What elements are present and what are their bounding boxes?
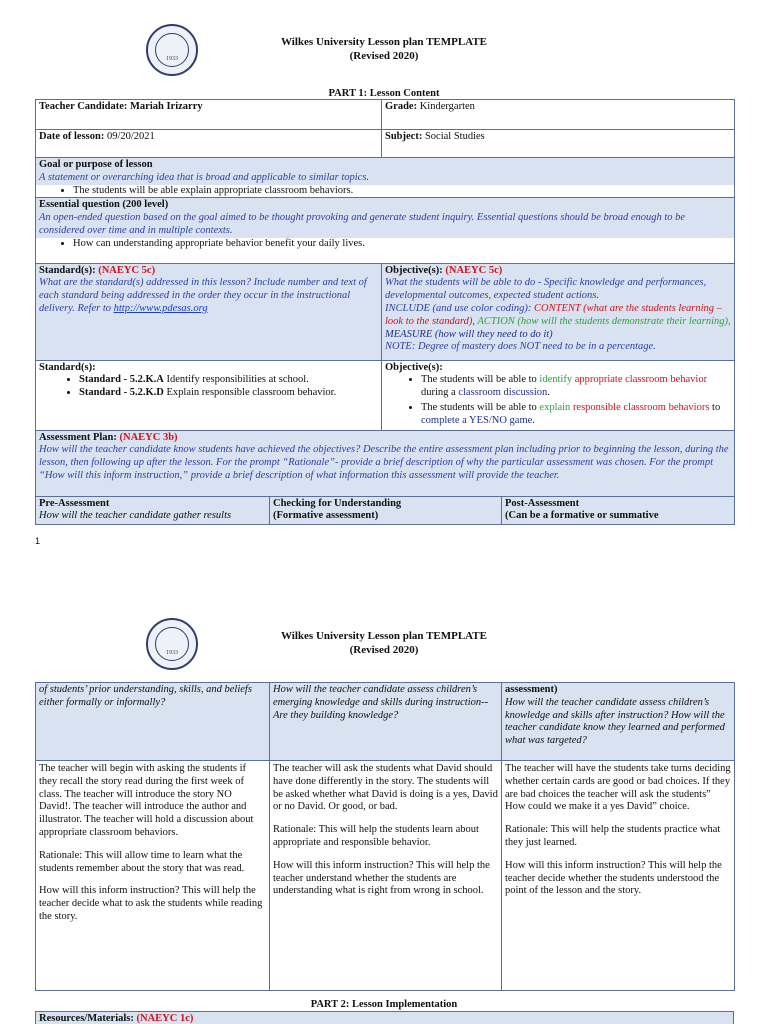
page-header [0,630,768,658]
objectives-prompt-heading: Objective(s): [385,264,443,276]
standards-prompt-heading: Standard(s): [39,264,96,276]
objectives-list [421,374,731,427]
objectives-prompt-line1: What the students will be able to do - Specific knowledge and performances, developmental outcomes, expected student actions. [385,277,707,302]
objectives-prompt-cell [382,263,735,360]
pre-assessment-prompt: of students’ prior understanding, skills, and beliefs either formally or informally? [36,683,270,761]
objectives-heading: Objective(s): [385,361,443,373]
pre-assessment-header: Pre-Assessment How will the teacher candidate gather results [36,496,270,525]
page-header [0,36,768,64]
checking-header: Checking for Understanding (Formative assessment) [270,496,502,525]
teacher-value: Mariah Irizarry [130,101,203,112]
part2-title: PART 2: Lesson Implementation [310,999,458,1010]
objective-item: • The students will be able to identify appropriate classroom behavior during a classroom discussion. [421,374,731,400]
date-value: 09/20/2021 [106,131,155,142]
post-assessment-prompt: assessment) How will the teacher candidate assess children’s knowledge and skills after instruction? How will the teacher candidate know they learned and performed what was targeted? [502,683,735,761]
post-assessment-content: The teacher will have the students take turns deciding whether certain cards are good or bad choices. If they are bad choices the teacher will ask the students” How could we make it a yes David” choice. Rationale: This will help the students practice what they just learned. How will this inform instruction? This will help the teacher decide whether the students understood the point of the lesson and the story. [502,761,735,991]
seal-year: 1933 [155,33,189,67]
subject-value: Social Studies [424,131,485,142]
objectives-prompt-tag: (NAEYC 5c) [445,264,503,276]
standards-heading: Standard(s): [39,361,96,373]
header-revised: (Revised 2020) [349,643,419,656]
pre-assessment-content: The teacher will begin with asking the students if they recall the story read during the first week of class. The teacher will introduce the story NO David!. The teacher will introduce the author and illustrator. The teacher will hold a discussion about appropriate classroom behaviors. Rationale: This will allow time to learn what the students remember about the story that was read. How will this inform instruction? This will help the teacher decide what to ask the students while reading the story. [36,761,270,991]
header-title: Wilkes University Lesson plan TEMPLATE [281,630,487,642]
teacher-label: Teacher Candidate: [39,101,128,112]
essential-bullet: • How can understanding appropriate behavior benefit your daily lives. [73,238,734,251]
page-number: 1 [35,536,41,546]
goal-list [36,185,734,198]
objectives-measure: MEASURE (how will they need to do it) [385,328,553,340]
resources-tag: (NAEYC 1c) [136,1013,194,1024]
checking-prompt: How will the teacher candidate assess children’s emerging knowledge and skills during instruction-- Are they building knowledge? [270,683,502,761]
date-cell [36,130,382,158]
objectives-content: CONTENT (what are the students learning – look to the standard), [385,302,722,327]
standard-item: • Standard - 5.2.K.D Explain responsible classroom behavior. [79,387,378,400]
standards-cell [36,360,382,430]
subject-cell [382,130,735,158]
essential-list [36,238,734,263]
goal-heading: Goal or purpose of lesson [39,159,153,170]
assessment-heading: Assessment Plan: [39,431,117,443]
essential-section [36,198,735,263]
standards-prompt-tag: (NAEYC 5c) [98,264,156,276]
date-label: Date of lesson: [39,131,105,142]
pdesas-link[interactable]: http://www.pdesas.org [113,302,208,314]
standard-item: • Standard - 5.2.K.A Identify responsibilities at school. [79,374,378,387]
assessment-tag: (NAEYC 3b) [119,431,178,443]
standards-prompt-text: What are the standard(s) addressed in this lesson? Include number and text of each standard being addressed in the order they occur in the instructional delivery. Refer to [39,277,367,314]
teacher-cell [36,100,382,130]
subject-label: Subject: [385,131,423,142]
lesson-content-table [35,99,735,525]
assessment-section [36,430,735,496]
grade-label: Grade: [385,101,418,112]
essential-heading: Essential question (200 level) [39,199,169,211]
objectives-note: NOTE: Degree of mastery does NOT need to be in a percentage. [385,341,656,353]
goal-section [36,158,735,198]
essential-prompt: An open-ended question based on the goal aimed to be thought provoking and generate student inquiry. Essential questions should be broad enough to be considered over time and in multiple contexts. [39,212,686,236]
goal-bullet: • The students will be able explain appropriate classroom behaviors. [73,185,734,198]
header-title: Wilkes University Lesson plan TEMPLATE [281,36,487,48]
header-revised: (Revised 2020) [349,49,419,62]
standards-prompt-cell [36,263,382,360]
seal-year: 1933 [155,627,189,661]
standards-list [79,374,378,400]
resources-section [35,1011,734,1024]
objective-item: • The students will be able to explain responsible classroom behaviors to complete a YES/NO game. [421,402,731,428]
checking-content: The teacher will ask the students what David should have done differently in the story. The students will be asked whether what David is doing is a yes, David or no David. Or good, or bad. Rationale: This will help the students learn about appropriate and responsible behavior. How will this inform instruction? This will help the teacher understand whether the students are understanding what is right from wrong in school. [270,761,502,991]
grade-cell [382,100,735,130]
objectives-cell [382,360,735,430]
resources-label: Resources/Materials: [39,1013,134,1024]
assessment-table [35,682,735,991]
goal-prompt: A statement or overarching idea that is broad and applicable to similar topics. [39,171,370,183]
part1-title: PART 1: Lesson Content [328,88,440,99]
objectives-include: INCLUDE (and use color coding): [385,302,532,314]
assessment-prompt: How will the teacher candidate know students have achieved the objectives? Describe the entire assessment plan including prior to beginning the lesson, during the lesson, then following up after the lesson. For the prompt “Rationale”- provide a brief description of why the particular assessment was chosen. For the prompt “How will this inform instruction,” provide a brief description of what information this assessment will provide the teacher. [39,444,729,481]
grade-value: Kindergarten [419,101,475,112]
post-assessment-header: Post-Assessment (Can be a formative or summative [502,496,735,525]
objectives-action: ACTION (how will the students demonstrate their learning), [477,315,731,327]
